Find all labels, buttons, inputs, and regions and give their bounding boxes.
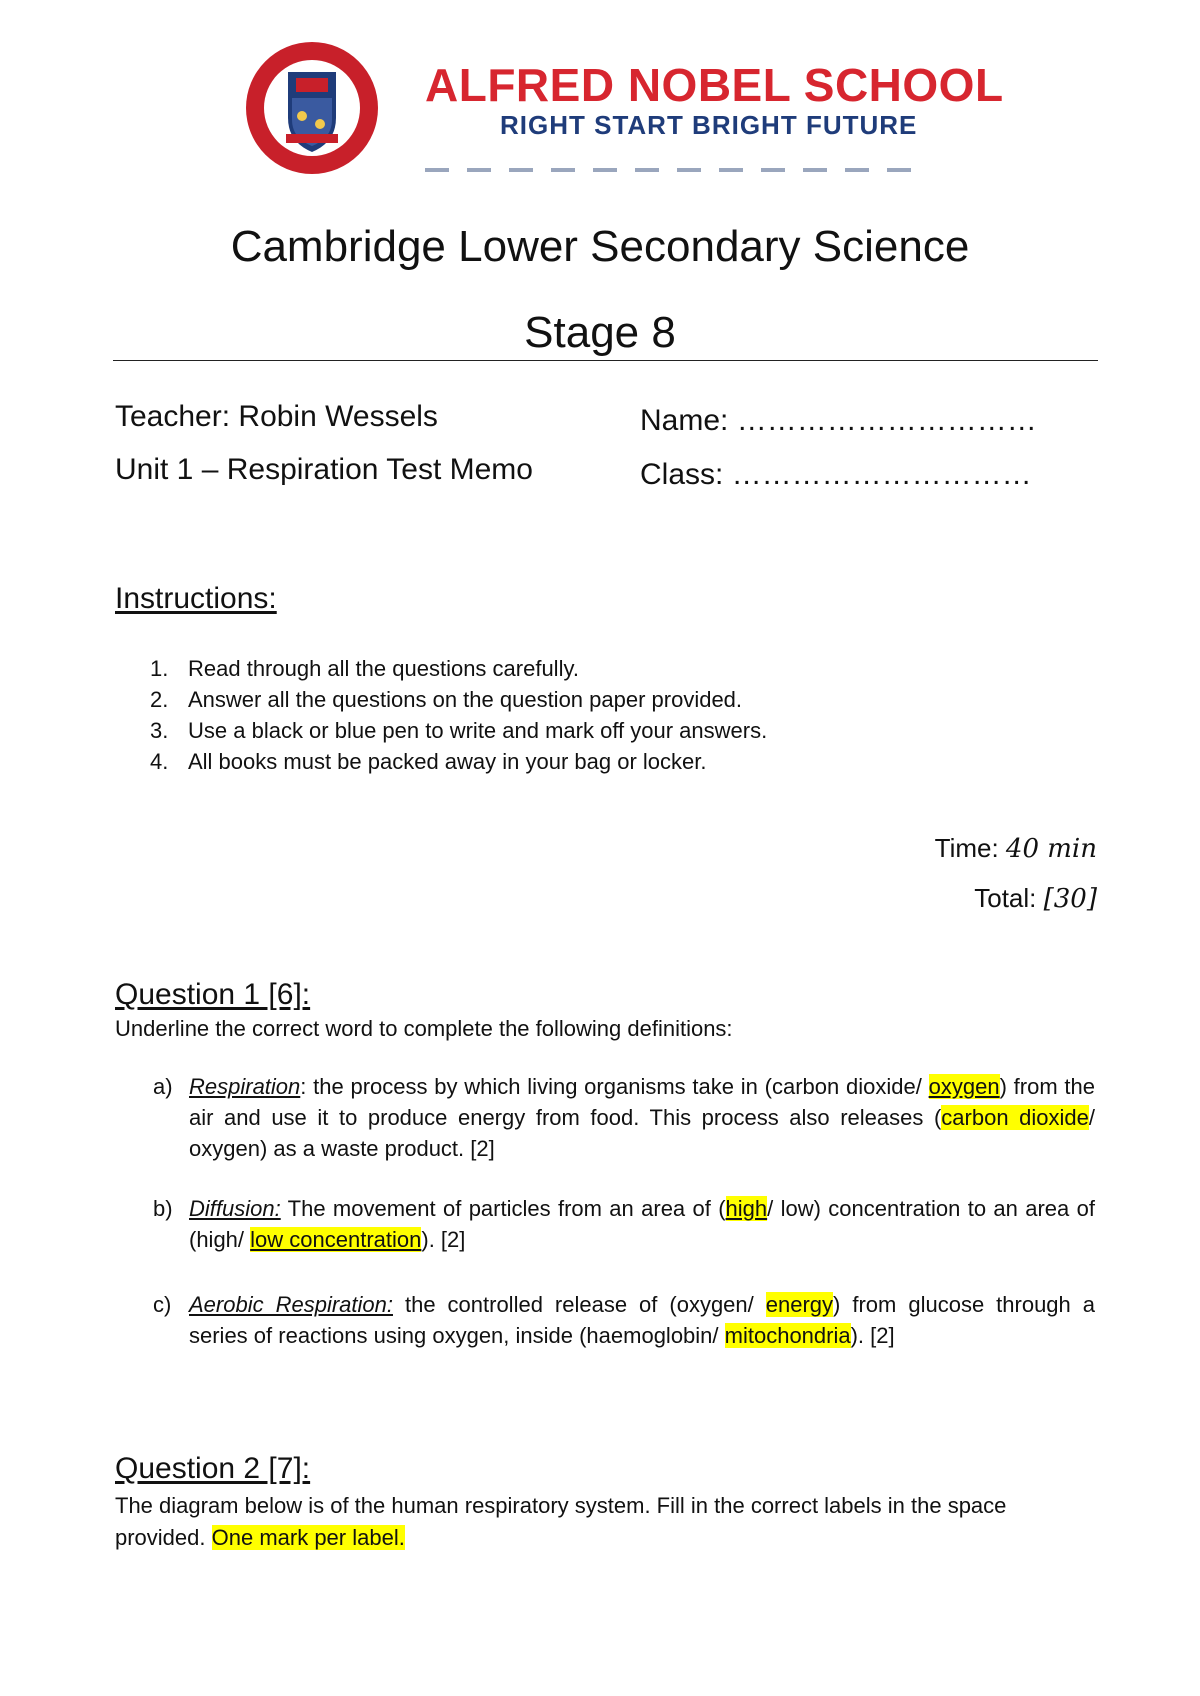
title-divider: [113, 360, 1098, 361]
school-logo: [240, 38, 1004, 178]
school-name: ALFRED NOBEL SCHOOL: [425, 59, 1004, 111]
school-crest-icon: [240, 38, 390, 178]
teacher-label: Teacher: Robin Wessels: [115, 400, 438, 433]
question1-item-a: a) Respiration: the process by which living organisms take in (carbon dioxide/ oxygen) from the air and use it to produce energy from food. This process also releases (carbon dioxide/ oxygen) as a waste product. [2]: [153, 1074, 1095, 1161]
question1-heading: Question 1 [6]:: [115, 978, 311, 1011]
instructions-heading: Instructions:: [115, 582, 277, 615]
list-item: 4. All books must be packed away in your bag or locker.: [150, 749, 707, 774]
question1-item-c: c) Aerobic Respiration: the controlled release of (oxygen/ energy) from glucose through a series of reactions using oxygen, inside (haemoglobin/ mitochondria). [2]: [153, 1292, 1095, 1348]
school-motto: RIGHT START BRIGHT FUTURE: [500, 110, 918, 140]
question2-heading: Question 2 [7]:: [115, 1452, 311, 1485]
time-allowed: Time: 40 min: [934, 833, 1097, 864]
document-title: Cambridge Lower Secondary Science: [230, 222, 970, 271]
question2-prompt: The diagram below is of the human respiratory system. Fill in the correct labels in the space provided. One mark per label.: [115, 1493, 1007, 1550]
document-subtitle: Stage 8: [524, 308, 676, 357]
list-item: 2. Answer all the questions on the question paper provided.: [150, 687, 743, 712]
question1-prompt: Underline the correct word to complete the following definitions:: [115, 1016, 733, 1041]
unit-label: Unit 1 – Respiration Test Memo: [115, 453, 533, 486]
list-item: 3. Use a black or blue pen to write and mark off your answers.: [150, 718, 768, 743]
mark-note: One mark per label.: [211, 1525, 405, 1550]
question1-item-b: b) Diffusion: The movement of particles from an area of (high/ low) concentration to an area of (high/ low concentration). [2]: [153, 1196, 1095, 1252]
list-item: 1. Read through all the questions carefully.: [150, 656, 579, 681]
total-marks: Total: [30]: [974, 883, 1097, 914]
instructions-list: [150, 656, 767, 780]
decorative-dashes: [425, 168, 911, 172]
name-field[interactable]: Name: …………………………: [640, 404, 1037, 437]
class-field[interactable]: Class: …………………………: [640, 458, 1032, 491]
